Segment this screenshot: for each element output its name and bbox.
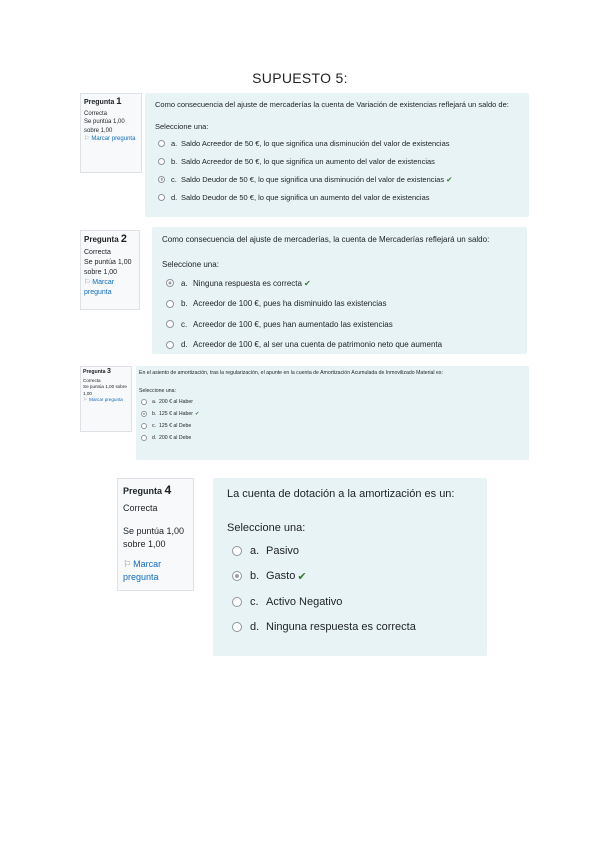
flag-question-link[interactable]: ⚐ Marcar pregunta [84,136,136,142]
question-3-info [80,366,132,432]
check-icon: ✔ [303,278,311,288]
radio-icon[interactable] [158,176,165,183]
check-icon: ✔ [446,174,453,184]
radio-icon[interactable] [166,300,174,308]
question-state: Correcta [83,377,101,383]
answer-option-d[interactable]: d. Saldo Deudor de 50 €, lo que significa un aumento del valor de existencias [155,188,519,206]
radio-icon[interactable] [232,622,242,632]
radio-icon[interactable] [166,320,174,328]
answer-prompt: Seleccione una: [162,260,219,269]
flag-question-link[interactable]: ⚐ Marcar pregunta [84,279,115,296]
answer-option-a[interactable]: a. 200 € al Haber [139,396,526,408]
answer-prompt: Seleccione una: [227,522,306,534]
question-4-content [213,478,487,656]
flag-question-link[interactable]: ⚐ Marcar pregunta [83,397,123,403]
question-number: Pregunta 1 [84,96,122,107]
answer-option-c[interactable]: c. Acreedor de 100 €, pues han aumentado las existencias [162,314,517,335]
flag-question-link[interactable]: ⚐ Marcar pregunta [123,559,162,582]
question-grade: Se puntúa 1,00 sobre 1,00 [84,259,132,276]
radio-icon[interactable] [232,597,242,607]
question-text: La cuenta de dotación a la amortización es un: [227,488,455,500]
question-1-info [80,93,142,173]
question-1-content [145,93,529,217]
flag-icon: ⚐ [83,397,88,403]
check-icon: ✔ [297,570,307,583]
answer-option-c[interactable]: c. 125 € al Debe [139,420,526,432]
radio-icon[interactable] [232,546,242,556]
radio-icon[interactable] [158,194,165,201]
question-4-info [117,478,194,591]
question-text: Como consecuencia del ajuste de mercaderías, la cuenta de Mercaderías reflejará un saldo: [162,235,490,244]
question-grade: Se puntúa 1,00 sobre 1,00 [123,526,185,549]
answer-option-a[interactable]: a. Ninguna respuesta es correcta ✔ [162,273,517,294]
answer-option-b[interactable]: b. Saldo Acreedor de 50 €, lo que significa un aumento del valor de existencias [155,152,519,170]
page-title: SUPUESTO 5: [252,70,348,86]
flag-icon: ⚐ [84,136,90,142]
flag-icon: ⚐ [123,559,132,569]
answer-option-c[interactable]: c. Activo Negativo [227,589,473,615]
flag-icon: ⚐ [84,279,91,286]
question-number: Pregunta 3 [83,368,111,375]
answer-option-a[interactable]: a. Saldo Acreedor de 50 €, lo que significa una disminución del valor de existencias [155,134,519,152]
answer-option-d[interactable]: d. Acreedor de 100 €, al ser una cuenta de patrimonio neto que aumenta [162,335,517,356]
answer-option-d[interactable]: d. 200 € al Debe [139,432,526,444]
answer-option-b[interactable]: b. Acreedor de 100 €, pues ha disminuido las existencias [162,294,517,315]
question-3-content [136,366,529,460]
answer-prompt: Seleccione una: [139,388,176,394]
answer-prompt: Seleccione una: [155,122,209,131]
radio-icon[interactable] [141,411,147,417]
radio-icon[interactable] [166,279,174,287]
radio-icon[interactable] [141,399,147,405]
question-grade: Se puntúa 1,00 sobre 1,00 [84,119,125,134]
question-text: Como consecuencia del ajuste de mercaderías la cuenta de Variación de existencias reflejará un saldo de: [155,100,509,109]
answer-option-c[interactable]: c. Saldo Deudor de 50 €, lo que significa una disminución del valor de existencias ✔ [155,170,519,188]
question-state: Correcta [84,249,111,256]
question-number: Pregunta 4 [123,483,172,497]
answer-option-d[interactable]: d. Ninguna respuesta es correcta [227,615,473,641]
answer-option-b[interactable]: b. 125 € al Haber ✔ [139,408,526,420]
question-grade: Se puntúa 1,00 sobre 1,00 [83,384,127,396]
answer-option-a[interactable]: a. Pasivo [227,538,473,564]
question-state: Correcta [84,110,108,117]
question-state: Correcta [123,503,158,513]
question-2-info [80,230,140,310]
radio-icon[interactable] [158,140,165,147]
radio-icon[interactable] [141,435,147,441]
radio-icon[interactable] [158,158,165,165]
question-2-content [152,227,527,354]
radio-icon[interactable] [166,341,174,349]
question-number: Pregunta 2 [84,233,127,245]
answer-option-b[interactable]: b. Gasto ✔ [227,564,473,590]
question-text: En el asiento de amortización, tras la regularización, el apunte en la cuenta de Amortización Acumulada de Inmovilizado Material es: [139,370,443,376]
radio-icon[interactable] [141,423,147,429]
radio-icon[interactable] [232,571,242,581]
check-icon: ✔ [195,411,200,417]
